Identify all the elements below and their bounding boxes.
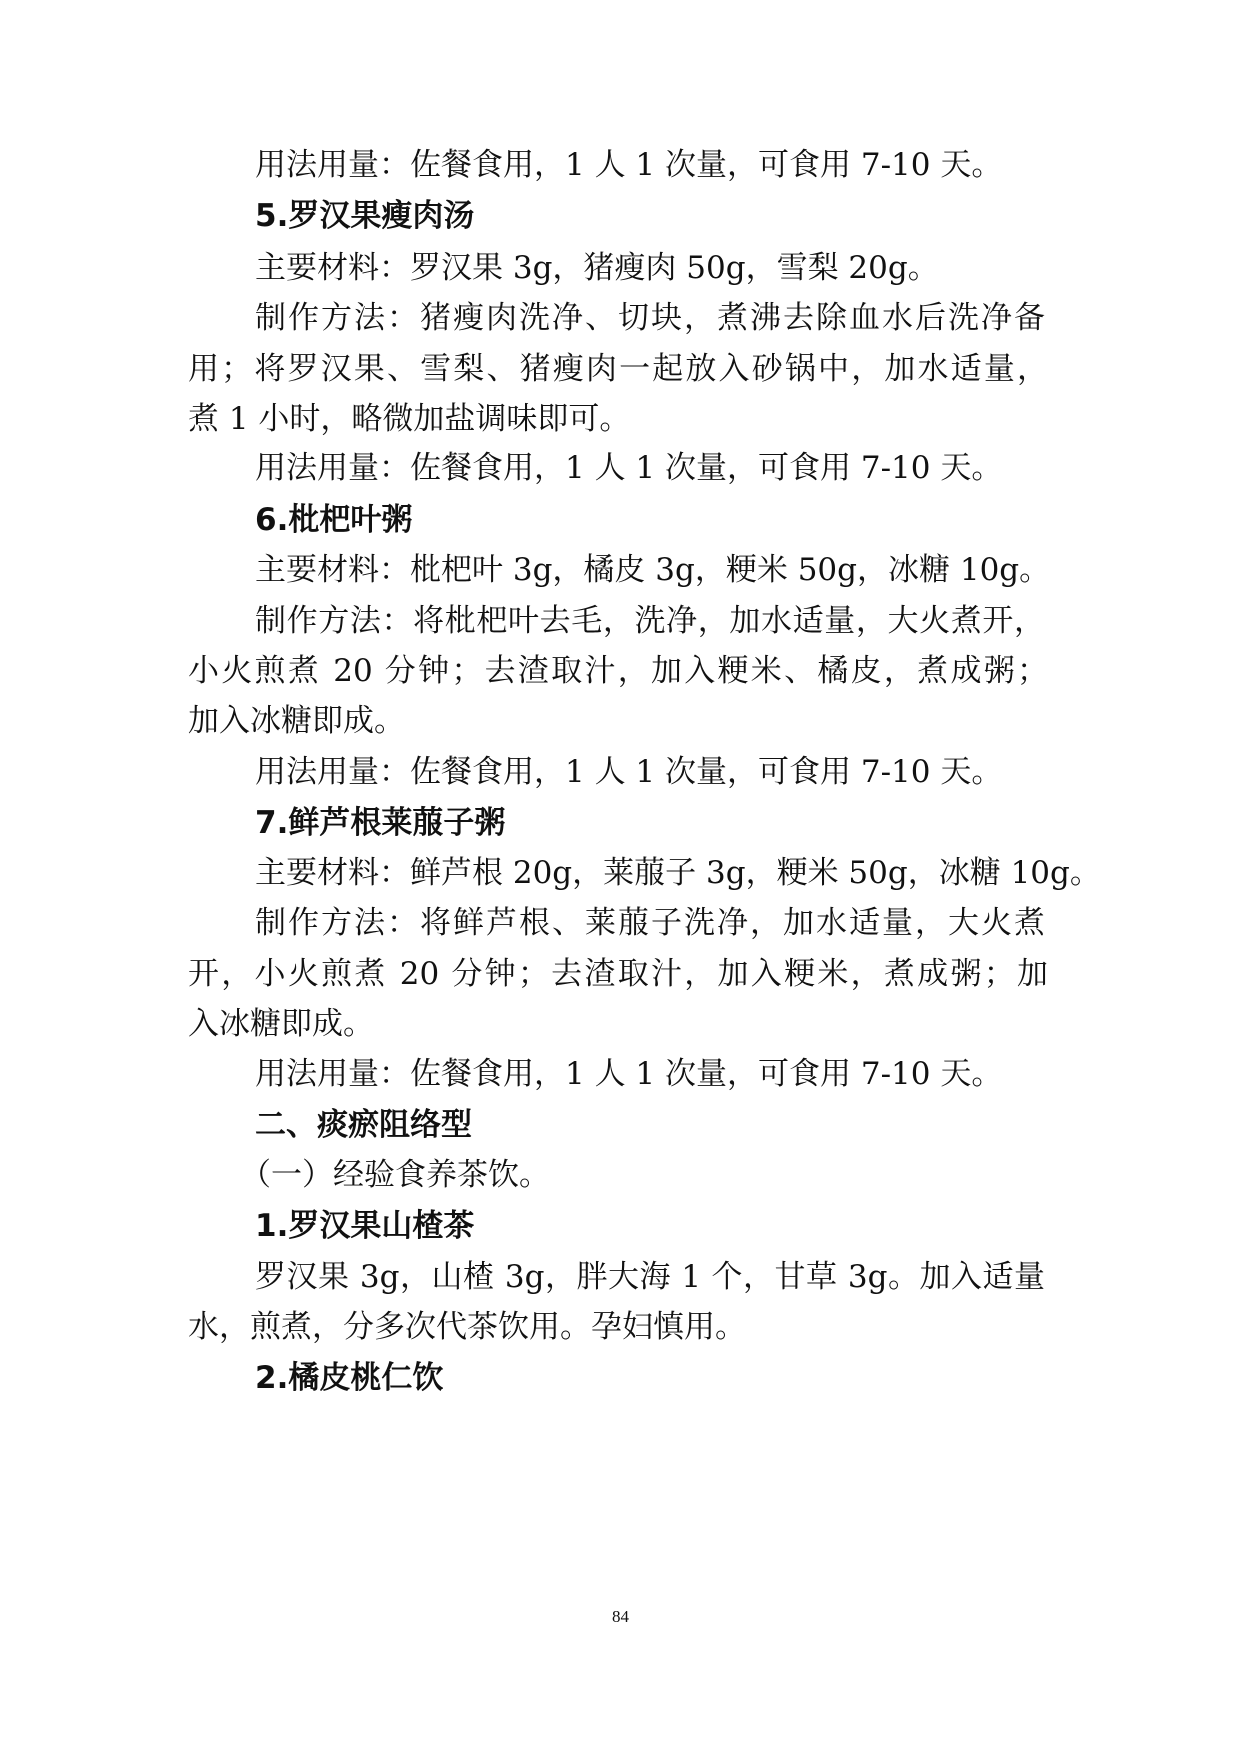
usage-paragraph: 用法用量：佐餐食用，1 人 1 次量，可食用 7-10 天。: [255, 450, 1003, 486]
usage-paragraph: 用法用量：佐餐食用，1 人 1 次量，可食用 7-10 天。: [255, 147, 1003, 183]
method-paragraph-line: 开，小火煎煮 20 分钟；去渣取汁，加入粳米，煮成粥；加: [188, 956, 1048, 992]
ingredients-paragraph: 主要材料：罗汉果 3g，猪瘦肉 50g，雪梨 20g。: [255, 250, 939, 286]
ingredients-paragraph: 主要材料：鲜芦根 20g，莱菔子 3g，粳米 50g，冰糖 10g。: [255, 855, 1101, 891]
method-paragraph-line: 制作方法：将鲜芦根、莱菔子洗净，加水适量，大火煮: [255, 905, 1045, 941]
recipe-heading: 2.橘皮桃仁饮: [255, 1360, 444, 1396]
method-paragraph-line: 入冰糖即成。: [188, 1006, 374, 1042]
recipe-heading: 6.枇杷叶粥: [255, 502, 413, 538]
method-paragraph-line: 用；将罗汉果、雪梨、猪瘦肉一起放入砂锅中，加水适量，: [188, 351, 1048, 387]
page-number: 84: [612, 1607, 629, 1626]
method-paragraph-line: 小火煎煮 20 分钟；去渣取汁，加入粳米、橘皮，煮成粥；: [188, 653, 1048, 689]
method-paragraph-line: 制作方法：将枇杷叶去毛，洗净，加水适量，大火煮开，: [255, 603, 1045, 639]
recipe-heading: 7.鲜芦根莱菔子粥: [255, 805, 506, 841]
method-paragraph-line: 加入冰糖即成。: [188, 703, 405, 739]
recipe-heading: 1.罗汉果山楂茶: [255, 1208, 475, 1244]
ingredients-paragraph: 主要材料：枇杷叶 3g，橘皮 3g，粳米 50g，冰糖 10g。: [255, 552, 1051, 588]
usage-paragraph: 用法用量：佐餐食用，1 人 1 次量，可食用 7-10 天。: [255, 1056, 1003, 1092]
recipe-heading: 5.罗汉果瘦肉汤: [255, 198, 475, 234]
method-paragraph-line: 制作方法：猪瘦肉洗净、切块，煮沸去除血水后洗净备: [255, 300, 1045, 336]
usage-paragraph: 用法用量：佐餐食用，1 人 1 次量，可食用 7-10 天。: [255, 754, 1003, 790]
section-heading: 二、痰瘀阻络型: [255, 1107, 472, 1143]
recipe-paragraph-line: 水，煎煮，分多次代茶饮用。孕妇慎用。: [188, 1309, 746, 1345]
method-paragraph-line: 煮 1 小时，略微加盐调味即可。: [188, 401, 631, 437]
recipe-paragraph-line: 罗汉果 3g，山楂 3g，胖大海 1 个，甘草 3g。加入适量: [255, 1259, 1045, 1295]
subsection-heading: （一）经验食养茶饮。: [240, 1157, 550, 1193]
